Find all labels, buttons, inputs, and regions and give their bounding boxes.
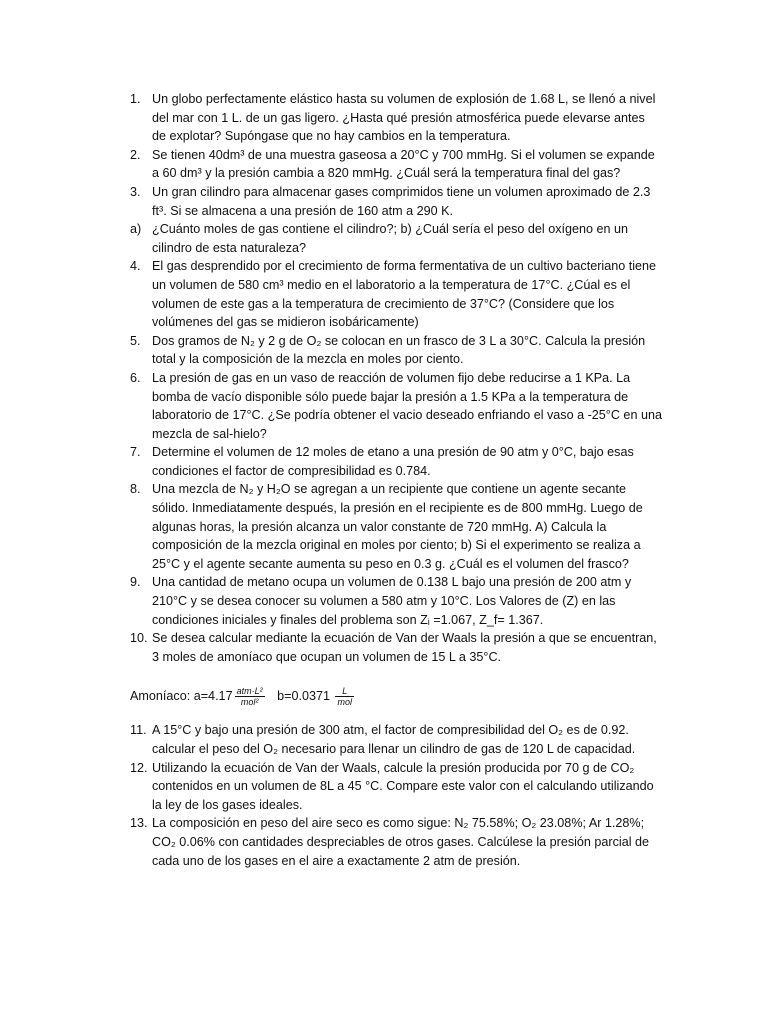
list-item [130,146,662,183]
list-item [130,332,662,369]
constant-a-denominator: mol² [240,697,259,708]
item-text: Una mezcla de N₂ y H₂O se agregan a un recipiente que contiene un agente secante sólido. Inmediatamente después, la presión en el recipiente es de 800 mmHg. Luego de algunas horas, la presión alcanza un valor constante de 720 mmHg. A) Calcula la composición de la mezcla original en moles por ciento; b) Si el experimento se realiza a 25°C y el agente secante aumenta su peso en 0.3 g. ¿Cuál es el volumen del frasco? [152,482,643,571]
item-number: 9. [130,575,141,590]
item-number: 5. [130,333,141,348]
list-item [130,480,662,573]
list-item [130,183,662,220]
ammonia-constants [130,686,662,707]
problem-list-1 [130,90,662,666]
item-text: Se tienen 40dm³ de una muestra gaseosa a 20°C y 700 mmHg. Si el volumen se expande a 60 dm³ y la presión cambia a 820 mmHg. ¿Cuál será la temperatura final del gas? [152,147,655,181]
list-item [130,814,662,870]
constant-a-units [235,686,265,707]
item-text: Se desea calcular mediante la ecuación de Van der Waals la presión a que se encuentran, 3 moles de amoníaco que ocupan un volumen de 15 L a 35°C. [152,631,657,664]
constant-b-denominator: mol [337,697,352,708]
item-text: Una cantidad de metano ocupa un volumen de 0.138 L bajo una presión de 200 atm y 210°C y se desea conocer su volumen a 580 atm y 10°C. Los Valores de (Z) en las condiciones iniciales y finales del problema son Zᵢ =1.067, Z_f= 1.367. [152,575,632,627]
item-number: 10. [130,631,148,646]
list-item [130,573,662,629]
item-number: 3. [130,184,141,199]
item-number: 13. [130,816,148,831]
list-item [130,257,662,331]
problem-list-2 [130,721,662,870]
item-text: Dos gramos de N₂ y 2 g de O₂ se colocan en un frasco de 3 L a 30°C. Calcula la presión total y la composición de la mezcla en moles por ciento. [152,333,646,367]
list-item [130,369,662,443]
item-text: La composición en peso del aire seco es como sigue: N₂ 75.58%; O₂ 23.08%; Ar 1.28%; CO₂ 0.06% con cantidades despreciables de otros gases. Calcúlese la presión parcial de cada uno de los gases en el aire a exactamente 2 atm de presión. [152,816,650,868]
item-number: 7. [130,445,141,460]
item-text: Un globo perfectamente elástico hasta su volumen de explosión de 1.68 L, se llenó a nivel del mar con 1 L. de un gas ligero. ¿Hasta qué presión atmosférica puede elevarse antes de explotar? Supóngase que no hay cambios en la temperatura. [152,92,656,144]
list-item [130,443,662,480]
item-number: 11. [130,723,147,738]
item-text: Determine el volumen de 12 moles de etano a una presión de 90 atm y 0°C, bajo esas condiciones el factor de compresibilidad es 0.784. [152,445,634,478]
list-item [130,759,662,815]
constant-b-units [335,686,354,707]
item-text: ¿Cuánto moles de gas contiene el cilindro?; b) ¿Cuál sería el peso del oxígeno en un cilindro de esta naturaleza? [152,222,629,255]
item-text: El gas desprendido por el crecimiento de forma fermentativa de un cultivo bacteriano tiene un volumen de 580 cm³ medio en el laboratorio a la temperatura de 17°C. ¿Cúal es el volumen de este gas a la temperatura de crecimiento de 37°C? (Considere que los volúmenes del gas se midieron isobáricamente) [152,259,657,330]
constant-a-numerator: atm·L² [236,686,263,697]
item-text: Utilizando la ecuación de Van der Waals, calcule la presión producida por 70 g de CO₂ contenidos en un volumen de 8L a 45 °C. Compare este valor con el calculando utilizando la ley de los gases ideales. [152,760,654,812]
item-number: 8. [130,482,141,497]
constant-b-label: b=0.0371 [277,689,330,704]
item-text: A 15°C y bajo una presión de 300 atm, el factor de compresibilidad del O₂ es de 0.92. calcular el peso del O₂ necesario para llenar un cilindro de gas de 120 L de capacidad. [152,723,636,756]
item-text: Un gran cilindro para almacenar gases comprimidos tiene un volumen aproximado de 2.3 ft³. Si se almacena a una presión de 160 atm a 290 K. [152,184,651,218]
item-number: 1. [130,92,141,106]
list-item [130,90,662,146]
item-number: 6. [130,370,141,385]
item-number: 4. [130,259,141,274]
list-item [130,220,662,257]
list-item [130,721,662,758]
item-number: a) [130,222,142,237]
constant-b-numerator: L [335,686,354,697]
constant-a-label: Amoníaco: a=4.17 [130,689,233,704]
item-number: 12. [130,760,148,775]
item-text: La presión de gas en un vaso de reacción de volumen fijo debe reducirse a 1 KPa. La bomba de vacío disponible sólo puede bajar la presión a 1.5 KPa a la temperatura de laboratorio de 17°C. ¿Se podría obtener el vacio deseado enfriando el vaso a -25°C en una mezcla de sal-hielo? [152,370,662,441]
list-item [130,629,662,666]
item-number: 2. [130,147,141,162]
